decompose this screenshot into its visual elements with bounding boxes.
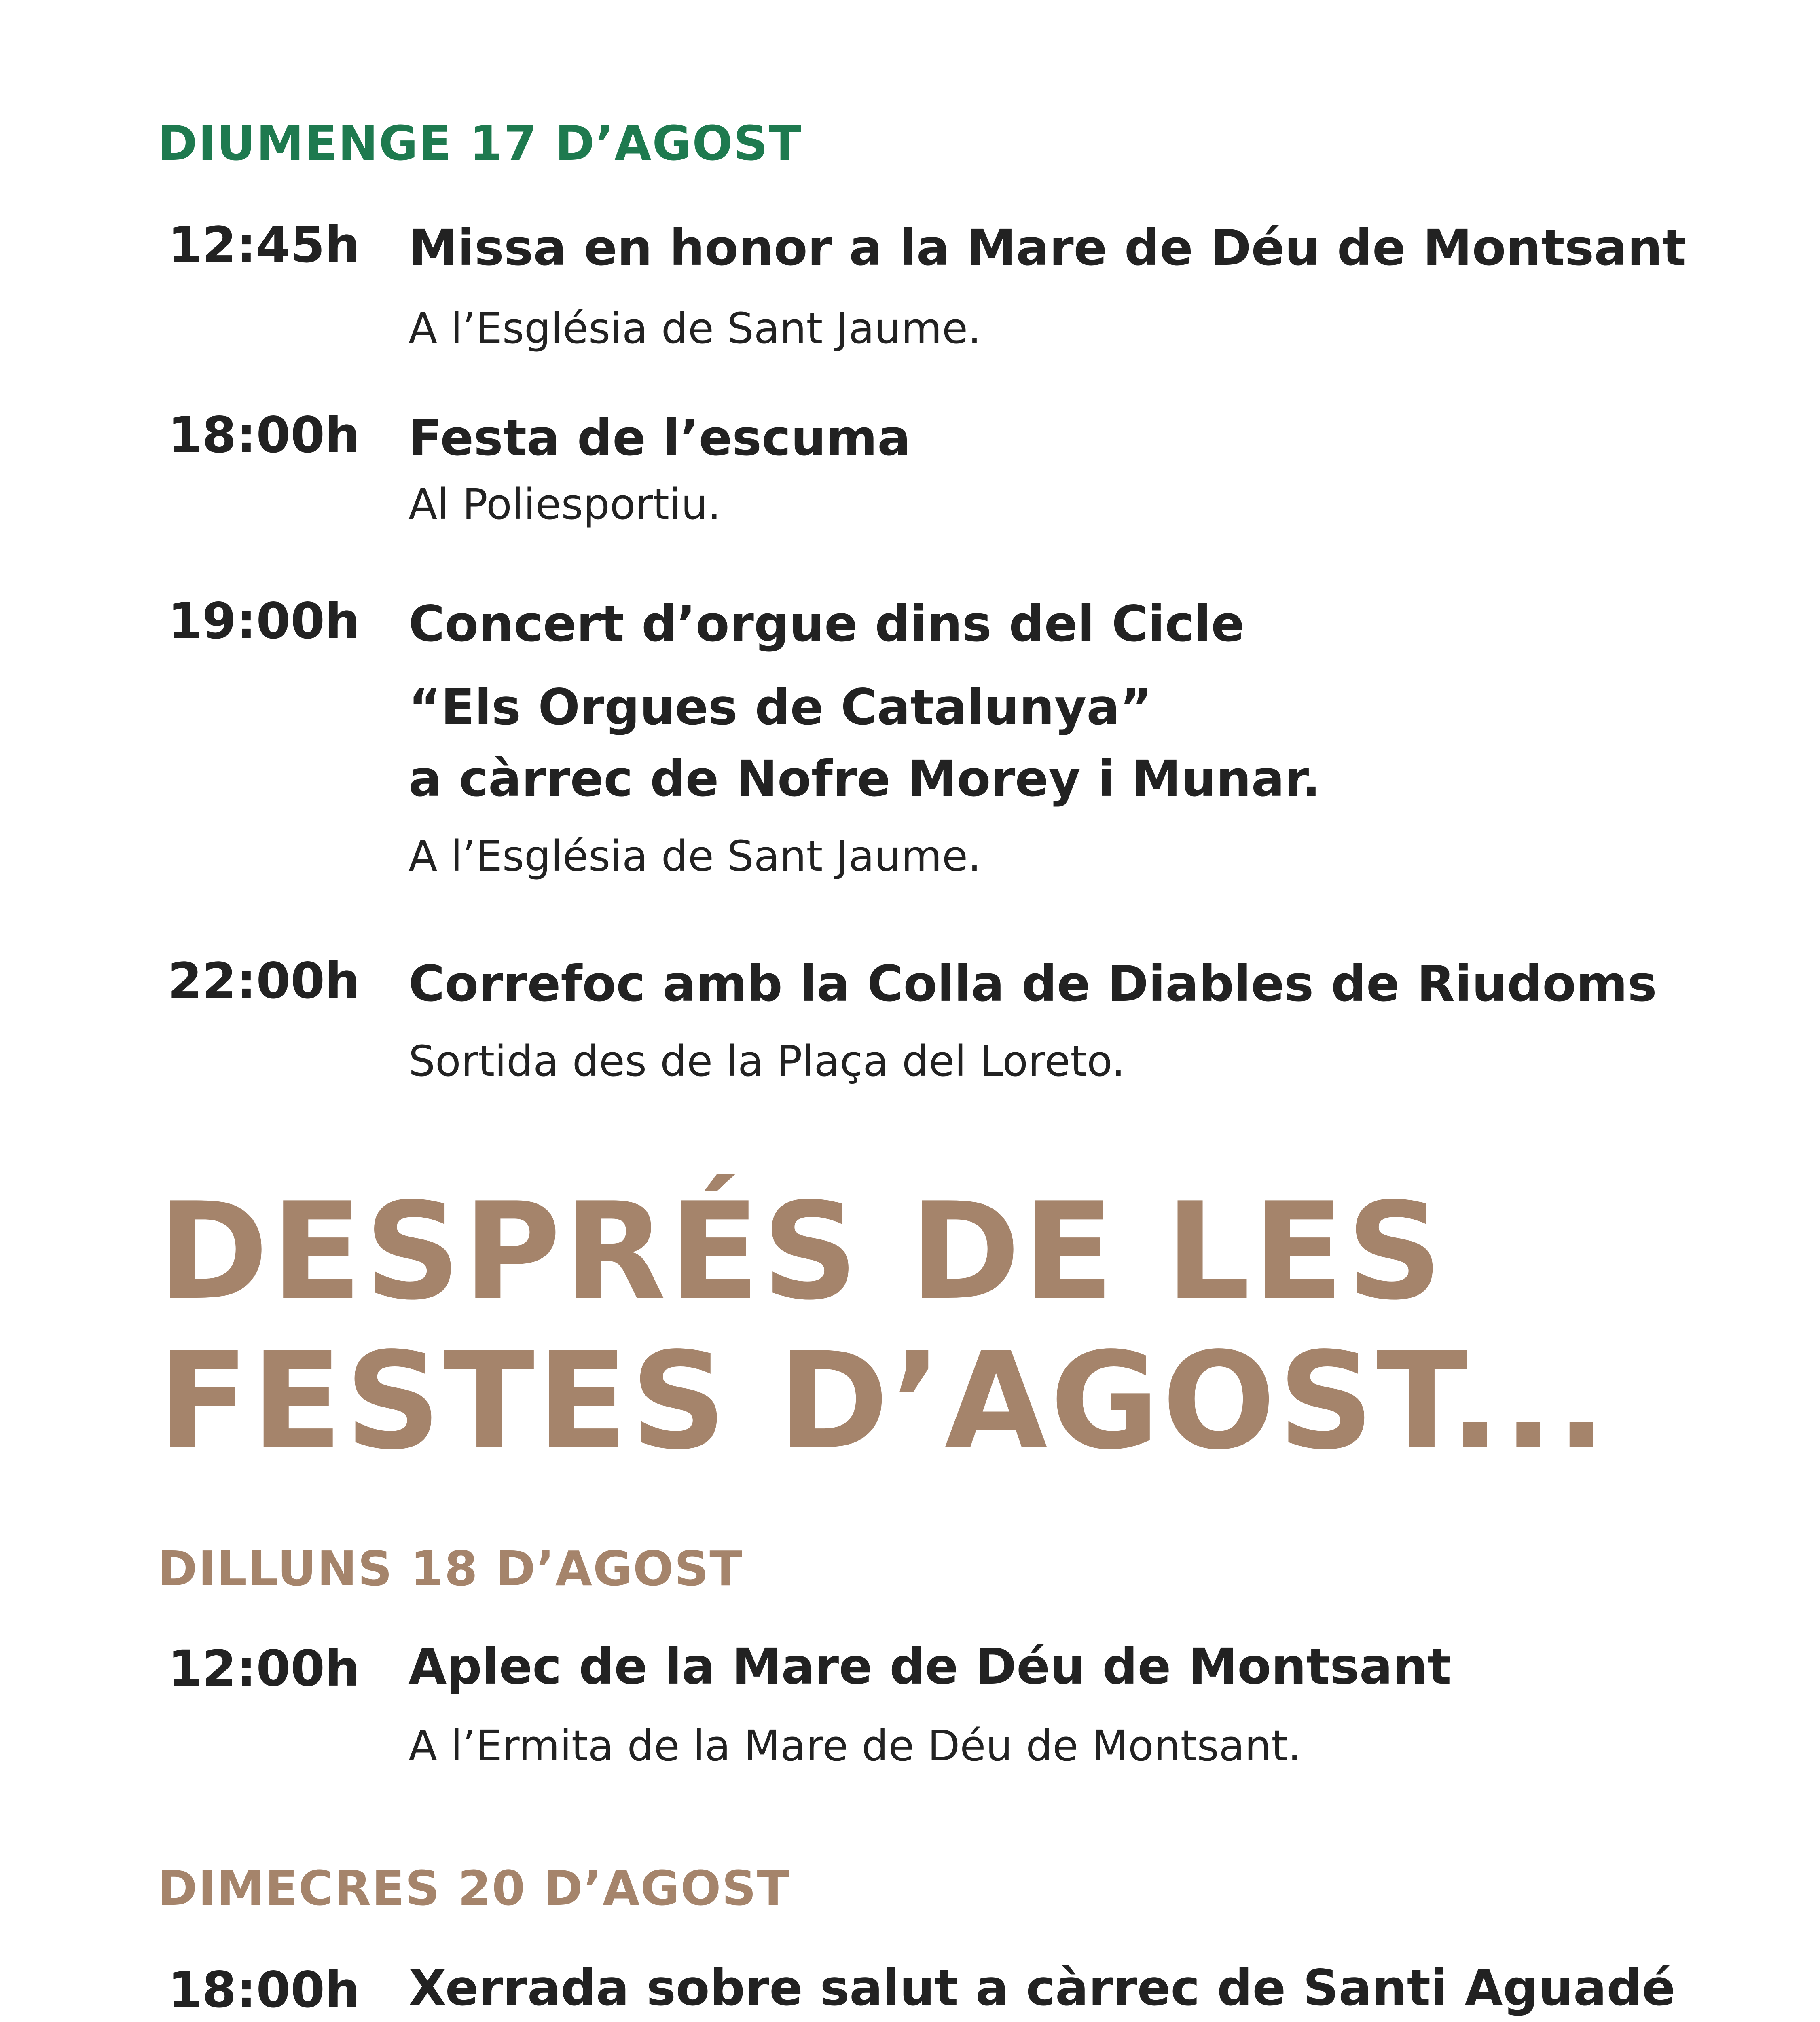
event-time: 22:00h bbox=[167, 952, 360, 1010]
day-heading-dimecres: DIMECRES 20 D’AGOST bbox=[158, 1860, 791, 1916]
day-heading-diumenge: DIUMENGE 17 D’AGOST bbox=[158, 115, 802, 171]
event-title: Correfoc amb la Colla de Diables de Riudoms bbox=[408, 955, 1657, 1013]
day-heading-dilluns: DILLUNS 18 D’AGOST bbox=[158, 1541, 743, 1597]
event-title: Xerrada sobre salut a càrrec de Santi Aguadé bbox=[408, 1959, 1676, 2017]
event-time: 12:00h bbox=[167, 1640, 360, 1697]
event-title: Festa de l’escuma bbox=[408, 409, 911, 467]
event-title-line: a càrrec de Nofre Morey i Munar. bbox=[408, 750, 1321, 808]
event-time: 18:00h bbox=[167, 1961, 360, 2019]
event-place: A l’Ermita de la Mare de Déu de Montsant. bbox=[408, 1721, 1302, 1770]
after-festivities-title-line1: DESPRÉS DE LES bbox=[158, 1174, 1445, 1329]
event-place: Sortida des de la Plaça del Loreto. bbox=[408, 1036, 1125, 1086]
event-title: Aplec de la Mare de Déu de Montsant bbox=[408, 1638, 1452, 1695]
event-title-line: “Els Orgues de Catalunya” bbox=[408, 679, 1152, 736]
event-time: 19:00h bbox=[167, 592, 360, 650]
after-festivities-title-line2: FESTES D’AGOST... bbox=[158, 1324, 1609, 1479]
event-place: A l’Església de Sant Jaume. bbox=[408, 304, 982, 353]
event-place: Al Poliesportiu. bbox=[408, 480, 721, 529]
event-title: Missa en honor a la Mare de Déu de Montsant bbox=[408, 219, 1686, 277]
event-title-line: Concert d’orgue dins del Cicle bbox=[408, 595, 1244, 653]
event-time: 18:00h bbox=[167, 406, 360, 464]
event-place: A l’Església de Sant Jaume. bbox=[408, 831, 982, 881]
event-time: 12:45h bbox=[167, 216, 360, 274]
